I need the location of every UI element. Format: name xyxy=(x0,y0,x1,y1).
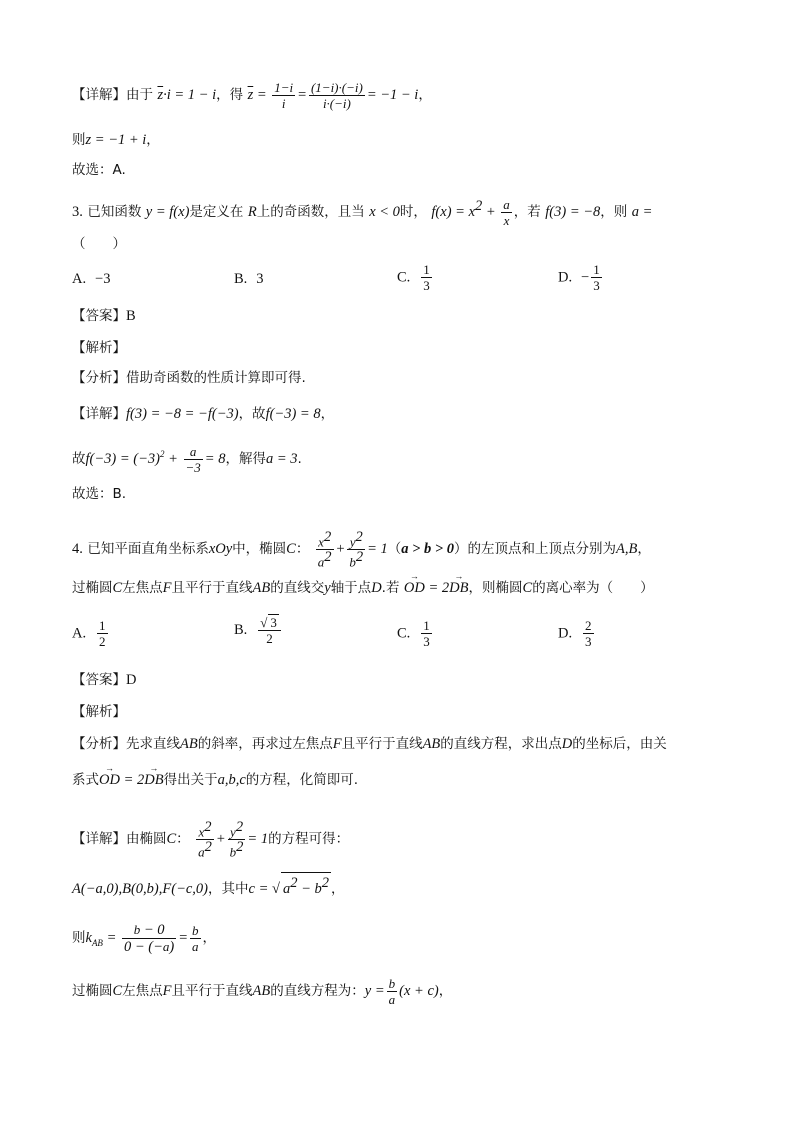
q3-detail-1: 【详解】f(3) = −8 = −f(−3)，故f(−3) = 8， xyxy=(72,406,335,422)
q4-detail-1: 【详解】由椭圆C： $\frac{x^2}{a^2}$ + $\frac{y^2}{b^2}$ = 1的方程可得： xyxy=(72,819,350,860)
q3-detail-2: 故$f(-3) = (-3)^2$ + $\frac{a}{-3}$ = 8，解得a = 3. xyxy=(72,444,302,475)
question-4-stem-2: 过椭圆C左焦点F且平行于直线AB的直线交y轴于点D.若 → OD = 2→ DB，则椭圆C的离心率为（ ） xyxy=(72,578,654,598)
formula: z = −1 + i xyxy=(85,132,147,148)
q4-option-b: B. $\frac{√ 3}{2}$ xyxy=(234,614,283,646)
q3-option-a: A. −3 xyxy=(72,271,111,287)
q4-analysis-1: 【分析】先求直线AB的斜率，再求过左焦点F且平行于直线AB的直线方程，求出点D的坐标后，由关 xyxy=(72,736,667,752)
answer-select-line: 故选：A. xyxy=(72,162,126,178)
conclusion-line: 则z = −1 + i， xyxy=(72,132,160,148)
q4-option-c: C. $\frac{1}{3}$ xyxy=(397,618,430,649)
q4-detail-slope: 则$k_{AB}$ = $\frac{b - 0}{0 - (-a)}$ = $\frac{b}{a}$ ， xyxy=(72,922,217,955)
q4-detail-coords: A(−a,0),B(0,b),F(−c,0)，其中c = √ $a^2 - b^2$ ， xyxy=(72,872,345,899)
q4-analysis-2: 系式→ OD = 2→ DB得出关于a,b,c的方程，化简即可. xyxy=(72,770,358,790)
formula: $\overline{z}\cdot i = 1 - i$ xyxy=(157,86,217,103)
q4-detail-line-eq: 过椭圆C左焦点F且平行于直线AB的直线方程为：y = $\frac{b}{a}$ (x + c)， xyxy=(72,976,453,1007)
formula: $\overline{z}$ = $\frac{1-i}{i}$ = $\frac{(1-i)\cdot(-i)}{i\cdot(-i)}$ = −1 − i xyxy=(247,80,419,111)
question-3-paren: （ ） xyxy=(72,236,126,252)
detail-tag: 【详解】 xyxy=(72,86,126,103)
q3-option-b: B. 3 xyxy=(234,271,264,287)
q4-analysis-heading: 【解析】 xyxy=(72,704,126,720)
q4-answer: 【答案】D xyxy=(72,672,137,688)
q3-option-c: C. $\frac{1}{3}$ xyxy=(397,262,430,293)
q3-option-d: D. − $\frac{1}{3}$ xyxy=(558,262,600,293)
question-3-stem: 3. 已知函数 y = f(x)是定义在 R上的奇函数，且当 x < 0时， $f(x) = x^2$ + $\frac{a}{x}$ ，若 f(3) = −8，则 a = xyxy=(72,197,653,228)
q4-option-d: D. $\frac{2}{3}$ xyxy=(558,618,592,649)
q3-select: 故选：B. xyxy=(72,486,127,502)
question-4-stem-1: 4. 已知平面直角坐标系xOy中，椭圆C： $\frac{x^2}{a^2}$ + $\frac{y^2}{b^2}$ = 1（a > b > 0）的左顶点和上顶点分别为A,B， xyxy=(72,529,651,570)
q3-analysis: 【分析】借助奇函数的性质计算即可得. xyxy=(72,370,306,386)
q3-answer: 【答案】B xyxy=(72,308,136,324)
q3-analysis-heading: 【解析】 xyxy=(72,340,126,356)
q4-option-a: A. $\frac{1}{2}$ xyxy=(72,618,106,649)
detail-line-z: 【详解】由于 $\overline{z}\cdot i = 1 - i$，得 $\overline{z}$ = $\frac{1-i}{i}$ = $\frac{(1-i)\cdot(-i)}{i\cdot(-i)}$ = −1 − i， xyxy=(72,80,432,111)
